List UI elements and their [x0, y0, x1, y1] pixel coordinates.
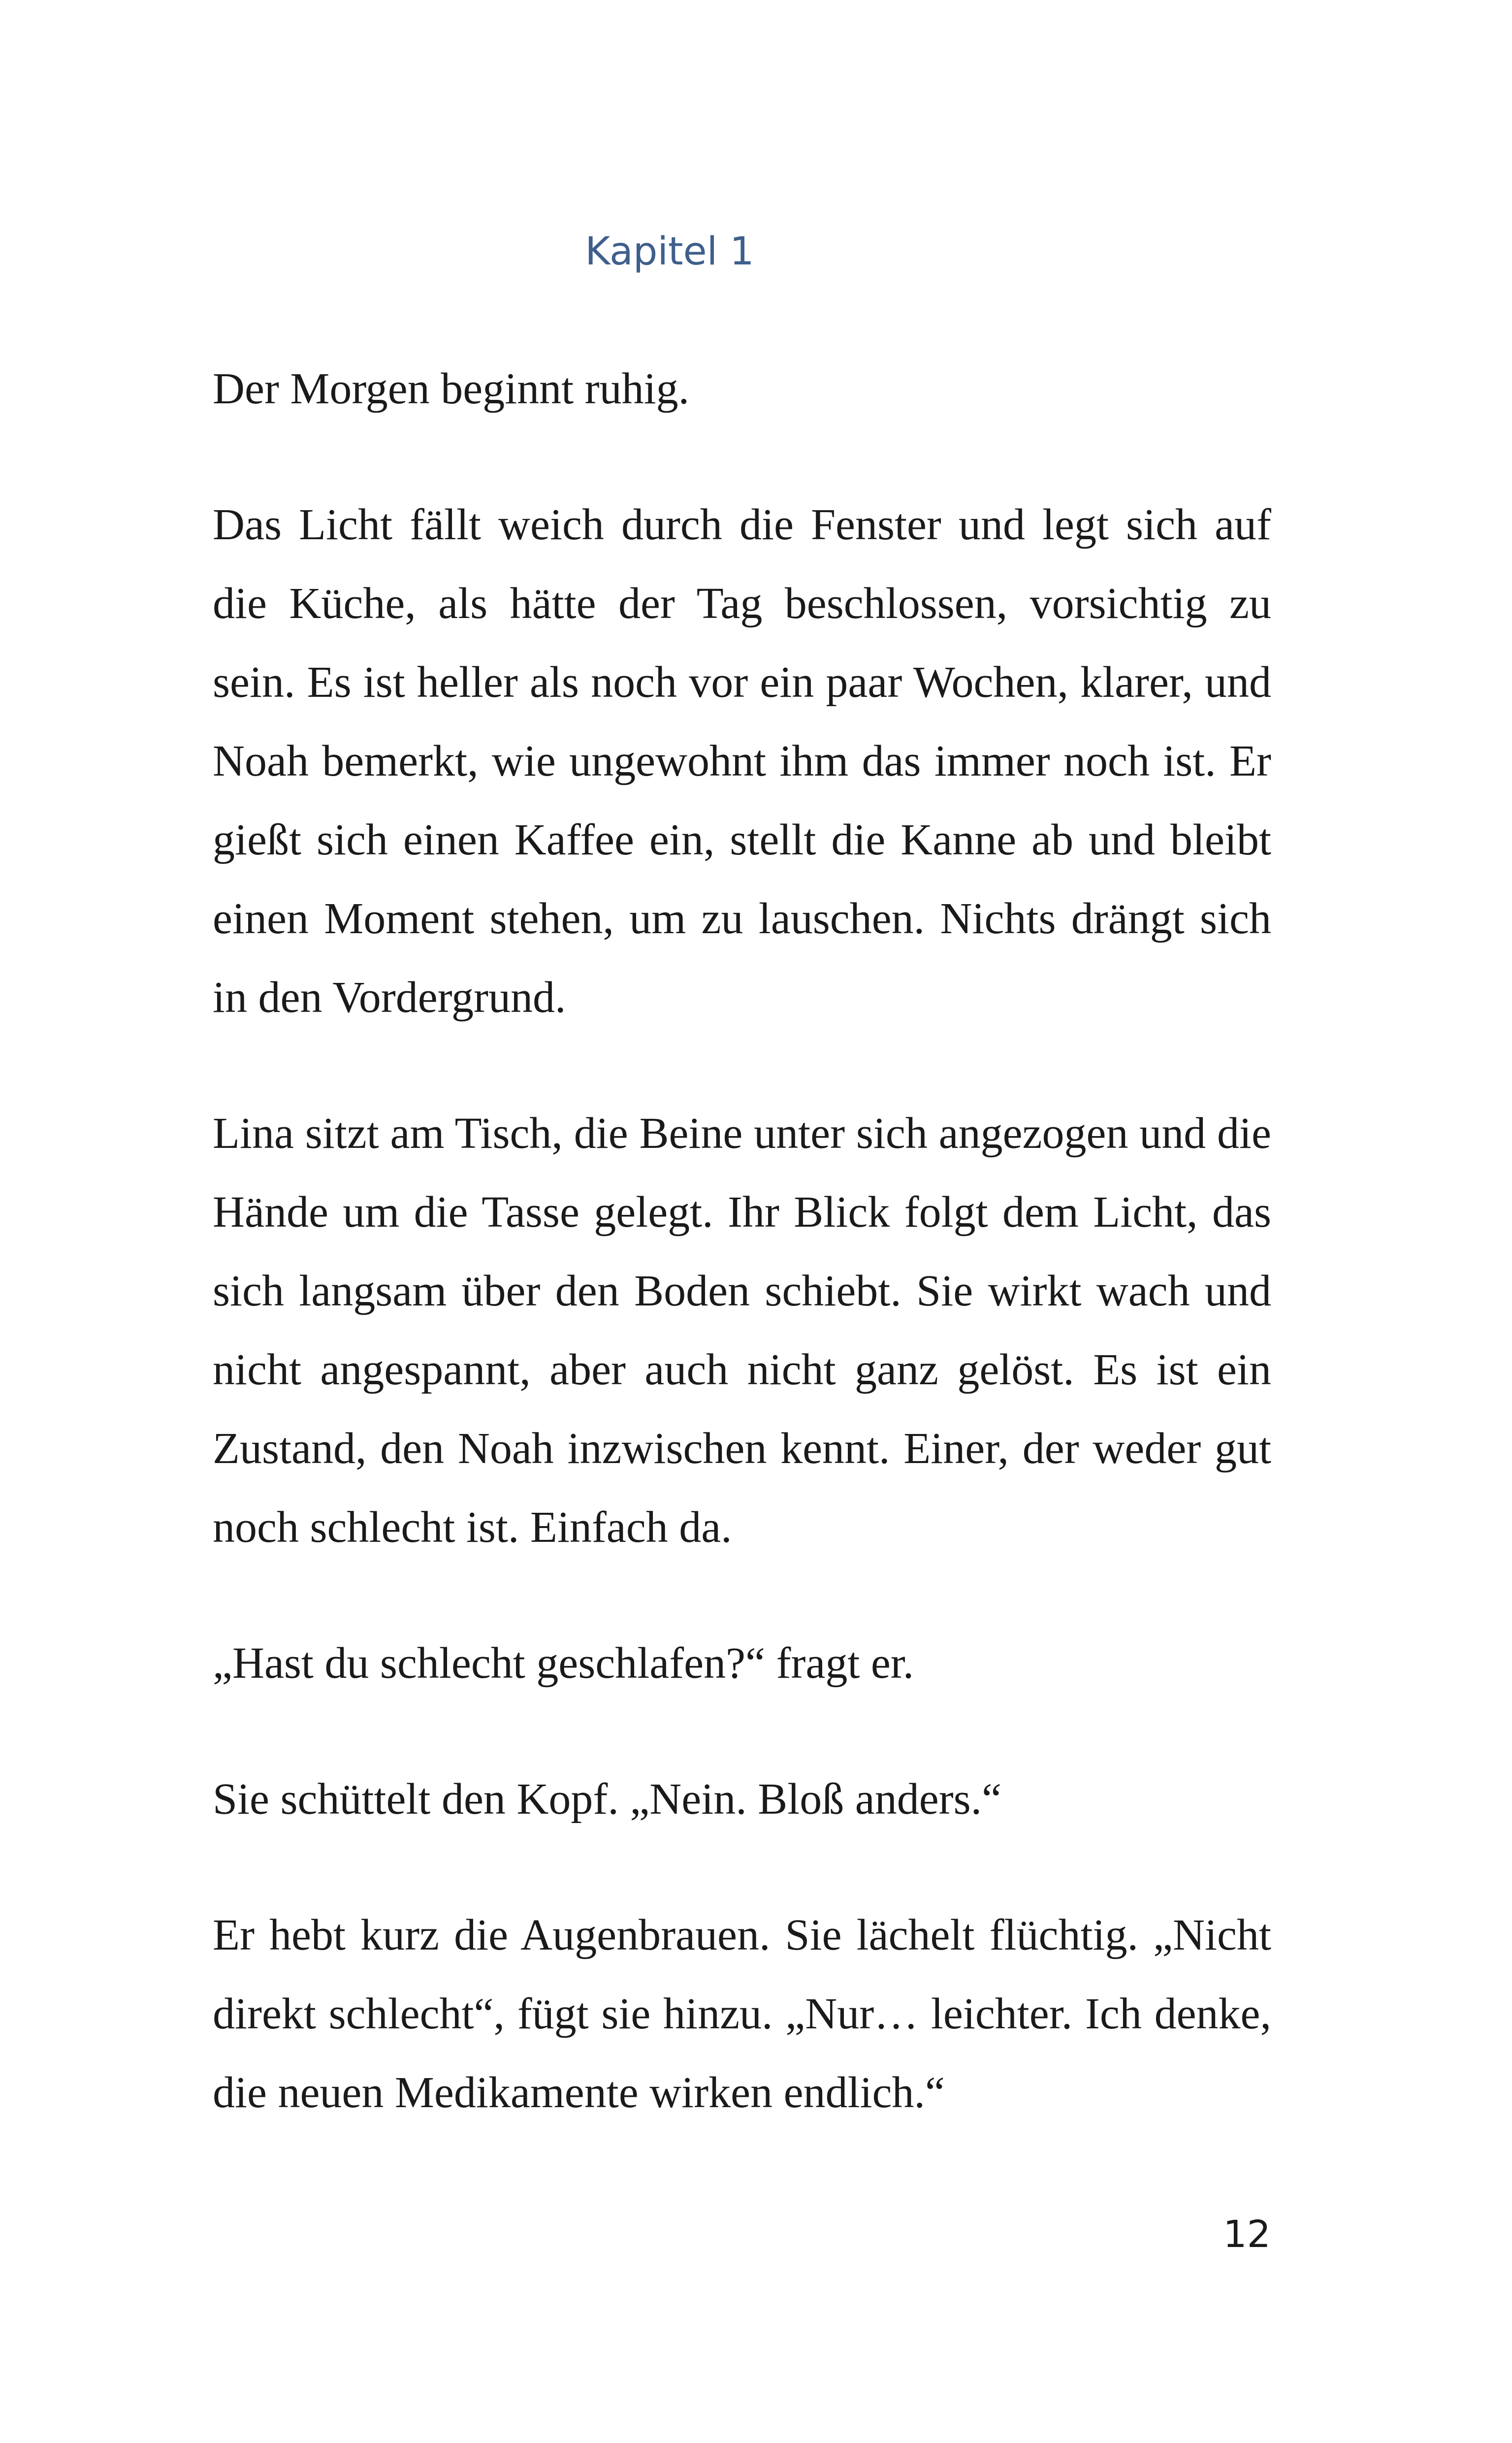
paragraph-6: Er hebt kurz die Augenbrauen. Sie lächelt flüchtig. „Nicht direkt schlecht“, fügt sie hinzu. „Nur… leichter. Ich denke, die neuen Medikamente wirken endlich.“	[213, 1911, 1271, 2117]
paragraph-4: „Hast du schlecht geschlafen?“ fragt er.	[213, 1639, 914, 1688]
chapter-body	[213, 350, 1271, 2189]
paragraph-5: Sie schüttelt den Kopf. „Nein. Bloß anders.“	[213, 1775, 1002, 1824]
paragraph-2: Das Licht fällt weich durch die Fenster und legt sich auf die Küche, als hätte der Tag beschlossen, vorsichtig zu sein. Es ist heller als noch vor ein paar Wochen, klarer, und Noah bemerkt, wie ungewohnt ihm das immer noch ist. Er gießt sich einen Kaffee ein, stellt die Kanne ab und bleibt einen Moment stehen, um zu lauschen. Nichts drängt sich in den Vordergrund.	[213, 500, 1271, 1022]
paragraph-1: Der Morgen beginnt ruhig.	[213, 364, 690, 413]
paragraph-3: Lina sitzt am Tisch, die Beine unter sich angezogen und die Hände um die Tasse gelegt. Ihr Blick folgt dem Licht, das sich langsam über den Boden schiebt. Sie wirkt wach und nicht angespannt, aber auch nicht ganz gelöst. Es ist ein Zustand, den Noah inzwischen kennt. Einer, der weder gut noch schlecht ist. Einfach da.	[213, 1109, 1271, 1552]
page-number: 12	[1223, 2212, 1271, 2256]
chapter-heading: Kapitel 1	[585, 229, 754, 274]
